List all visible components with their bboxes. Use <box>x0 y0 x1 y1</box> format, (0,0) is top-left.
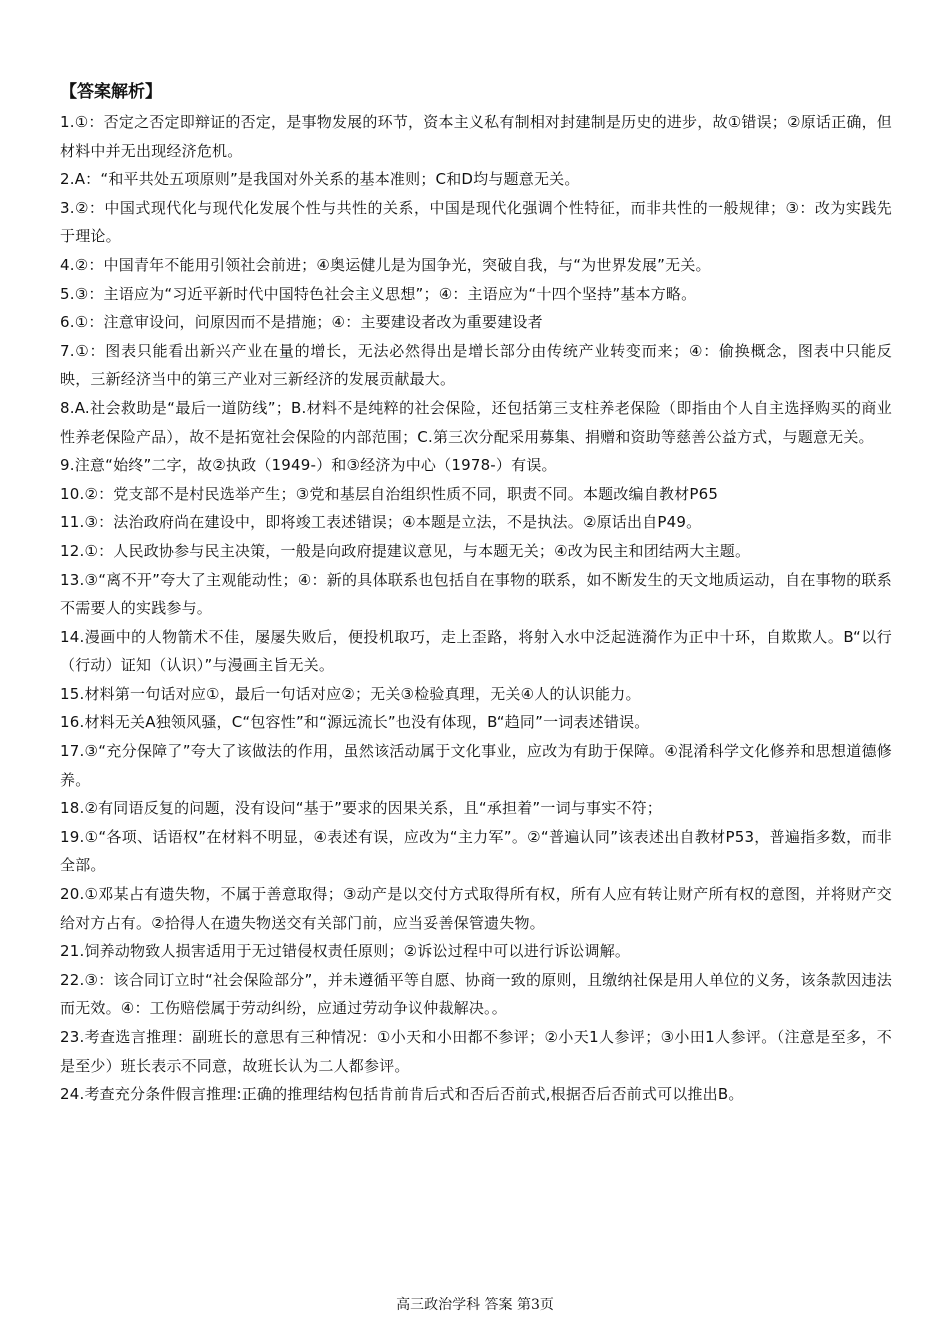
answer-item-4: 4.②：中国青年不能用引领社会前进；④奥运健儿是为国争光，突破自我，与“为世界发展”无关。 <box>60 255 711 274</box>
answer-item-16: 16.材料无关A独领风骚，C“包容性”和“源远流长”也没有体现，B“趋同”一词表述错误。 <box>60 713 650 732</box>
answer-item-5: 5.③：主语应为“习近平新时代中国特色社会主义思想”；④：主语应为“十四个坚持”基本方略。 <box>60 284 697 303</box>
section-heading: 【答案解析】 <box>60 82 162 102</box>
answer-item-24: 24.考查充分条件假言推理:正确的推理结构包括肯前肯后式和否后否前式,根据否后否前式可以推出B。 <box>60 1085 744 1104</box>
answer-item-1: 1.①：否定之否定即辩证的否定，是事物发展的环节，资本主义私有制相对封建制是历史的进步，故①错误；②原话正确，但材料中并无出现经济危机。 <box>60 113 892 160</box>
answer-item-6: 6.①：注意审设问，问原因而不是措施；④：主要建设者改为重要建设者 <box>60 313 543 332</box>
answer-item-18: 18.②有同语反复的问题，没有设问“基于”要求的因果关系，且“承担着”一词与事实不符； <box>60 799 662 818</box>
answer-item-11: 11.③：法治政府尚在建设中，即将竣工表述错误；④本题是立法，不是执法。②原话出自P49。 <box>60 513 702 532</box>
answer-item-13: 13.③“离不开”夸大了主观能动性；④：新的具体联系也包括自在事物的联系，如不断发生的天文地质运动，自在事物的联系不需要人的实践参与。 <box>60 570 892 618</box>
answer-item-9: 9.注意“始终”二字，故②执政（1949-）和③经济为中心（1978-）有误。 <box>60 456 557 475</box>
answer-item-12: 12.①：人民政协参与民主决策，一般是向政府提建议意见，与本题无关；④改为民主和团结两大主题。 <box>60 541 751 560</box>
answer-item-3: 3.②：中国式现代化与现代化发展个性与共性的关系，中国是现代化强调个性特征，而非共性的一般规律；③：改为实践先于理论。 <box>60 198 892 246</box>
answer-item-19: 19.①“各项、话语权”在材料不明显，④表述有误，应改为“主力军”。②“普遍认同”该表述出自教材P53，普遍指多数，而非全部。 <box>60 827 892 875</box>
answer-item-22: 22.③：该合同订立时“社会保险部分”，并未遵循平等自愿、协商一致的原则，且缴纳社保是用人单位的义务，该条款因违法而无效。④：工伤赔偿属于劳动纠纷，应通过劳动争议仲裁解决。。 <box>60 970 892 1018</box>
answer-item-21: 21.饲养动物致人损害适用于无过错侵权责任原则；②诉讼过程中可以进行诉讼调解。 <box>60 942 631 961</box>
answer-item-2: 2.A：“和平共处五项原则”是我国对外关系的基本准则；C和D均与题意无关。 <box>60 170 580 189</box>
answer-item-20: 20.①邓某占有遗失物，不属于善意取得；③动产是以交付方式取得所有权，所有人应有转让财产所有权的意图，并将财产交给对方占有。②拾得人在遗失物送交有关部门前，应当妥善保管遗失物。 <box>60 885 892 932</box>
answer-item-8: 8.A.社会救助是“最后一道防线”；B.材料不是纯粹的社会保险，还包括第三支柱养老保险（即指由个人自主选择购买的商业性养老保险产品），故不是拓宽社会保险的内部范围；C.第三次分配采用募集、捐赠和资助等慈善公益方式，与题意无关。 <box>60 398 892 446</box>
answer-item-14: 14.漫画中的人物箭术不佳，屡屡失败后，便投机取巧，走上歪路，将射入水中泛起涟漪作为正中十环，自欺欺人。B“以行（行动）证知（认识）”与漫画主旨无关。 <box>60 627 892 675</box>
answer-page <box>60 78 892 1109</box>
answer-item-7: 7.①：图表只能看出新兴产业在量的增长，无法必然得出是增长部分由传统产业转变而来；④：偷换概念，图表中只能反映，三新经济当中的第三产业对三新经济的发展贡献最大。 <box>60 341 892 389</box>
answer-item-23: 23.考查选言推理：副班长的意思有三种情况：①小天和小田都不参评；②小天1人参评；③小田1人参评。（注意是至多，不是至少）班长表示不同意，故班长认为二人都参评。 <box>60 1028 892 1075</box>
answer-item-15: 15.材料第一句话对应①，最后一句话对应②；无关③检验真理，无关④人的认识能力。 <box>60 684 641 703</box>
answer-item-17: 17.③“充分保障了”夸大了该做法的作用，虽然该活动属于文化事业，应改为有助于保障。④混淆科学文化修养和思想道德修养。 <box>60 742 892 789</box>
page-footer: 高三政治学科 答案 第3页 <box>396 1297 554 1313</box>
answer-item-10: 10.②：党支部不是村民选举产生；③党和基层自治组织性质不同，职责不同。本题改编自教材P65 <box>60 484 719 503</box>
